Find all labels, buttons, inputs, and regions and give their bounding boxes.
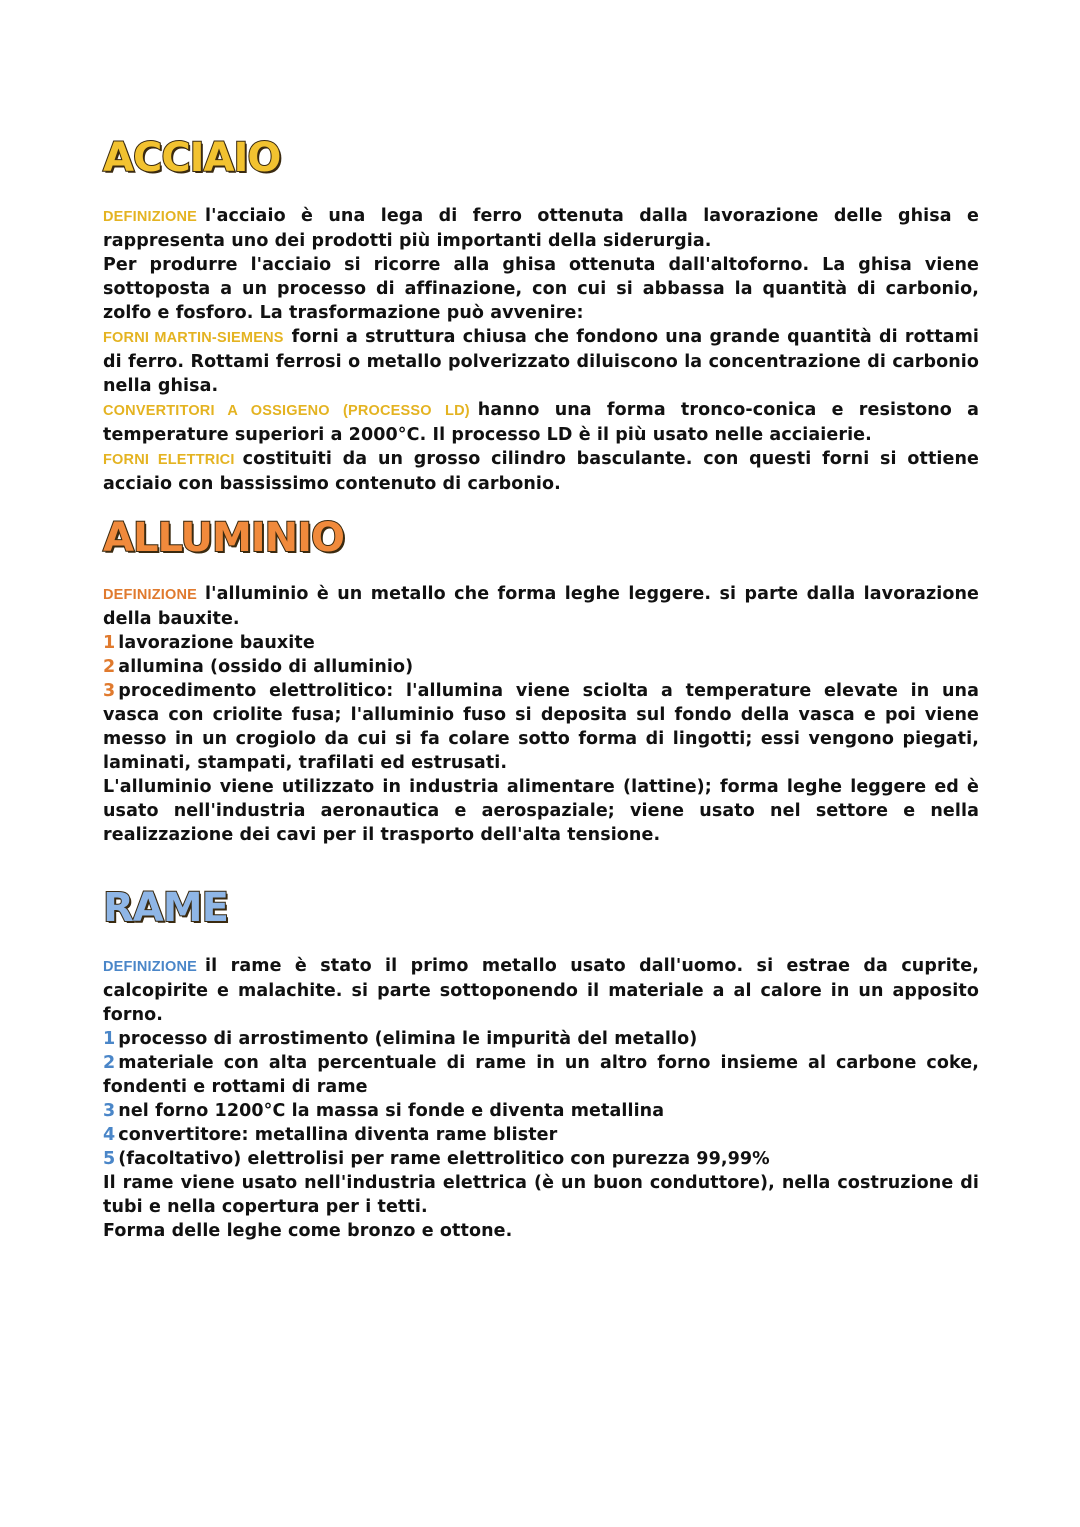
alluminio-step-1	[103, 631, 979, 655]
step-number: 1	[103, 633, 116, 653]
definizione-label: DEFINIZIONE	[103, 209, 198, 225]
step-number: 3	[103, 681, 116, 701]
title-acciaio: ACCIAIO	[103, 135, 281, 181]
step-number: 2	[103, 1053, 116, 1073]
step-number: 4	[103, 1125, 116, 1145]
convertitori-ossigeno	[103, 398, 979, 447]
rame-step-1	[103, 1027, 979, 1051]
rame-step-2	[103, 1051, 979, 1099]
rame-body	[103, 954, 979, 1243]
rame-leghe: Forma delle leghe come bronzo e ottone.	[103, 1221, 513, 1241]
forni-elettrici-label: FORNI ELETTRICI	[103, 452, 235, 468]
rame-uso: Il rame viene usato nell'industria elettrica (è un buon conduttore), nella costruzione di tubi e nella copertura per i tetti.	[103, 1173, 979, 1217]
convertitori-label: CONVERTITORI A OSSIGENO (PROCESSO LD)	[103, 403, 470, 419]
step-number: 2	[103, 657, 116, 677]
alluminio-definizione	[103, 582, 979, 631]
forni-martin-label: FORNI MARTIN-SIEMENS	[103, 330, 284, 346]
title-rame: RAME	[103, 885, 228, 931]
rame-step-5	[103, 1147, 979, 1171]
acciaio-intro: Per produrre l'acciaio si ricorre alla ghisa ottenuta dall'altoforno. La ghisa viene sottoposta a un processo di affinazione, con cui si abbassa la quantità di carbonio, zolfo e fosforo. La trasformazione può avvenire:	[103, 255, 979, 323]
section-rame	[103, 886, 979, 930]
step-text: procedimento elettrolitico: l'allumina viene sciolta a temperature elevate in una vasca con criolite fusa; l'alluminio fuso si deposita sul fondo della vasca e poi viene messo in un crogiolo da cui si fa colare sotto forma di lingotti; essi vengono piegati, laminati, stampati, trafilati ed estrusati.	[103, 681, 979, 773]
forni-martin-text: forni a struttura chiusa che fondono una grande quantità di rottami di ferro. Rottami ferrosi o metallo polverizzato diluiscono la concentrazione di carbonio nella ghisa.	[103, 327, 979, 396]
definizione-text: il rame è stato il primo metallo usato dall'uomo. si estrae da cuprite, calcopirite e malachite. si parte sottoponendo il materiale a al calore in un apposito forno.	[103, 956, 979, 1025]
section-acciaio	[103, 136, 979, 180]
rame-step-3	[103, 1099, 979, 1123]
step-text: processo di arrostimento (elimina le impurità del metallo)	[118, 1029, 698, 1049]
definizione-text: l'alluminio è un metallo che forma leghe leggere. si parte dalla lavorazione della bauxite.	[103, 584, 979, 629]
step-text: convertitore: metallina diventa rame blister	[118, 1125, 558, 1145]
step-text: nel forno 1200°C la massa si fonde e diventa metallina	[118, 1101, 665, 1121]
step-number: 1	[103, 1029, 116, 1049]
step-text: lavorazione bauxite	[118, 633, 315, 653]
step-text: materiale con alta percentuale di rame in un altro forno insieme al carbone coke, fondenti e rottami di rame	[103, 1053, 979, 1097]
alluminio-uso: L'alluminio viene utilizzato in industria alimentare (lattine); forma leghe leggere ed è usato nell'industria aeronautica e aerospaziale; viene usato nel settore e nella realizzazione dei cavi per il trasporto dell'alta tensione.	[103, 777, 979, 845]
forni-elettrici	[103, 447, 979, 496]
step-number: 3	[103, 1101, 116, 1121]
section-alluminio	[103, 516, 979, 560]
convertitori-text: hanno una forma tronco-conica e resistono a temperature superiori a 2000°C. Il processo LD è il più usato nelle acciaierie.	[103, 400, 979, 445]
definizione-label: DEFINIZIONE	[103, 959, 198, 975]
step-text: (facoltativo) elettrolisi per rame elettrolitico con purezza 99,99%	[118, 1149, 770, 1169]
title-alluminio: ALLUMINIO	[103, 515, 345, 561]
definizione-text: l'acciaio è una lega di ferro ottenuta dalla lavorazione delle ghisa e rappresenta uno dei prodotti più importanti della siderurgia.	[103, 206, 979, 251]
forni-martin-siemens	[103, 325, 979, 398]
step-number: 5	[103, 1149, 116, 1169]
alluminio-body	[103, 582, 979, 847]
acciaio-definizione	[103, 204, 979, 253]
alluminio-step-2	[103, 655, 979, 679]
alluminio-step-3	[103, 679, 979, 775]
rame-step-4	[103, 1123, 979, 1147]
forni-elettrici-text: costituiti da un grosso cilindro basculante. con questi forni si ottiene acciaio con bassissimo contenuto di carbonio.	[103, 449, 979, 494]
acciaio-body	[103, 204, 979, 496]
step-text: allumina (ossido di alluminio)	[118, 657, 414, 677]
definizione-label: DEFINIZIONE	[103, 587, 198, 603]
rame-definizione	[103, 954, 979, 1027]
